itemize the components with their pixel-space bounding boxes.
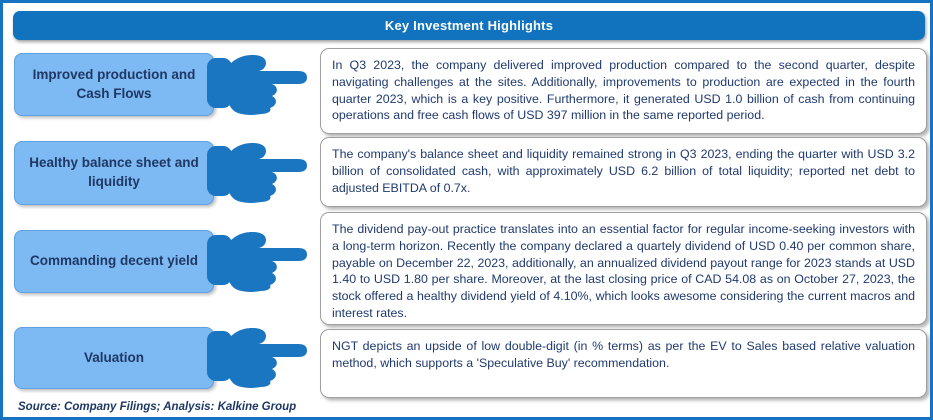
section-label-text: Healthy balance sheet and liquidity — [29, 155, 199, 189]
section-text-card — [320, 48, 927, 134]
section-label-improved-production — [14, 53, 214, 116]
section-text-card — [320, 137, 927, 207]
section-text: The dividend pay-out practice translates into an essential factor for regular income-seeking investors with a long-term horizon. Recently the company declared a quartely dividend of USD 0.40 per common share, payable on December 22, 2023, additionally, an annualized dividend payout range for 2023 stands at USD 1.40 to USD 1.80 per share. Moreover, at the last closing price of CAD 54.08 as on October 27, 2023, the stock offered a healthy dividend yield of 4.10%, which looks awesome considering the current macros and interest rates. — [332, 222, 915, 320]
section-label-valuation — [14, 327, 214, 389]
header-title-bar — [13, 11, 925, 40]
source-note: Source: Company Filings; Analysis: Kalkine Group — [18, 401, 297, 413]
section-label-text: Valuation — [83, 349, 144, 365]
pointing-finger-icon — [206, 54, 312, 116]
section-label-dividend-yield — [14, 230, 214, 293]
section-text: In Q3 2023, the company delivered improved production compared to the second quarter, despite navigating challenges at the sites. Additionally, improvements to production are expected in the fourth quarter 2023, which is a key positive. Furthermore, it generated USD 1.0 billion of cash from continuing operations and free cash flows of USD 397 million in the same reported period. — [332, 58, 915, 123]
section-label-text: Commanding decent yield — [29, 253, 199, 269]
section-text: The company's balance sheet and liquidity remained strong in Q3 2023, ending the quarter with USD 3.2 billion of consolidated cash, with approximately USD 6.2 billion of total liquidity; reported net debt to adjusted EBITDA of 0.7x. — [332, 147, 915, 195]
section-label-text: Improved production and Cash Flows — [32, 66, 196, 101]
page-title: Key Investment Highlights — [384, 18, 554, 33]
section-text: NGT depicts an upside of low double-digit (in % terms) as per the EV to Sales based relative valuation method, which supports a 'Speculative Buy' recommendation. — [332, 339, 915, 370]
pointing-finger-icon — [206, 327, 312, 389]
section-text-card — [320, 329, 927, 398]
pointing-finger-icon — [206, 231, 312, 293]
pointing-finger-icon — [206, 142, 312, 204]
section-text-card — [320, 212, 927, 325]
section-label-balance-sheet — [14, 141, 214, 205]
